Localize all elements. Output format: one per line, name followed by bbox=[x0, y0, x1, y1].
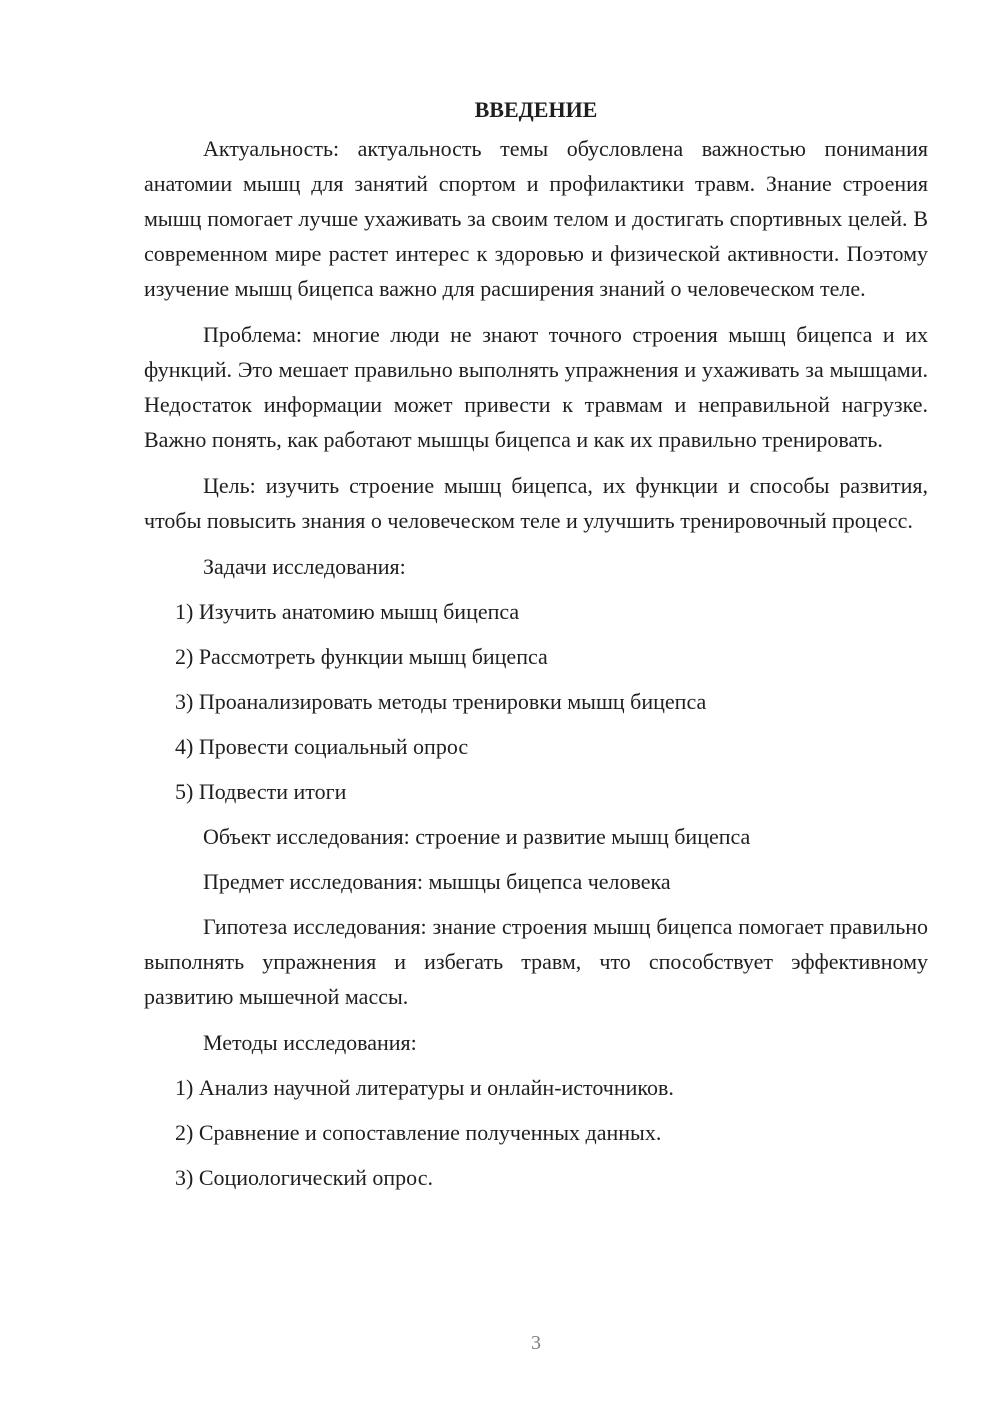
list-item: 3) Проанализировать методы тренировки мышц бицепса bbox=[175, 689, 707, 714]
list-item: 1) Изучить анатомию мышц бицепса bbox=[175, 599, 520, 624]
page-number: 3 bbox=[531, 1332, 541, 1354]
list-item: 2) Сравнение и сопоставление полученных данных. bbox=[175, 1120, 662, 1145]
list-item: 4) Провести социальный опрос bbox=[175, 734, 469, 759]
research-object: Объект исследования: строение и развитие мышц бицепса bbox=[203, 824, 751, 849]
relevance-paragraph: Актуальность: актуальность темы обусловлена важностью понимания анатомии мышц для занятий спортом и профилактики травм. Знание строения мышц помогает лучше ухаживать за своим телом и достигать спортивных целей. В современном мире растет интерес к здоровью и физической активности. Поэтому изучение мышц бицепса важно для расширения знаний о человеческом теле. bbox=[144, 136, 928, 301]
list-item: 1) Анализ научной литературы и онлайн-источников. bbox=[175, 1075, 674, 1100]
methods-list bbox=[144, 1070, 928, 1195]
hypothesis-paragraph: Гипотеза исследования: знание строения мышц бицепса помогает правильно выполнять упражнения и избегать травм, что способствует эффективному развитию мышечной массы. bbox=[144, 914, 928, 1009]
document-page bbox=[144, 92, 928, 1205]
list-item: 2) Рассмотреть функции мышц бицепса bbox=[175, 644, 548, 669]
research-subject: Предмет исследования: мышцы бицепса человека bbox=[203, 869, 671, 894]
tasks-heading: Задачи исследования: bbox=[203, 554, 406, 579]
page-title: ВВЕДЕНИЕ bbox=[474, 97, 598, 122]
problem-paragraph: Проблема: многие люди не знают точного строения мышц бицепса и их функций. Это мешает правильно выполнять упражнения и ухаживать за мышцами. Недостаток информации может привести к травмам и неправильной нагрузке. Важно понять, как работают мышцы бицепса и как их правильно тренировать. bbox=[144, 322, 928, 452]
goal-paragraph: Цель: изучить строение мышц бицепса, их функции и способы развития, чтобы повысить знания о человеческом теле и улучшить тренировочный процесс. bbox=[144, 473, 928, 533]
list-item: 5) Подвести итоги bbox=[175, 779, 347, 804]
tasks-list bbox=[144, 594, 928, 809]
methods-heading: Методы исследования: bbox=[203, 1030, 417, 1055]
list-item: 3) Социологический опрос. bbox=[175, 1165, 433, 1190]
